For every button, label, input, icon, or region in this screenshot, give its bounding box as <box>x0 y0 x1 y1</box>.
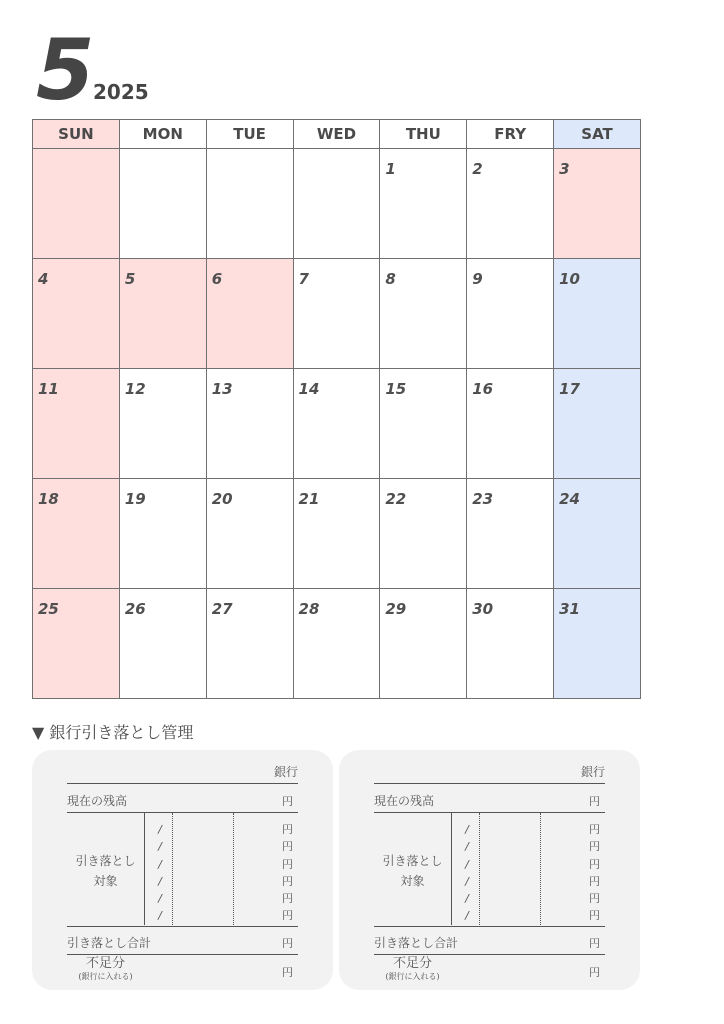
day-cell <box>467 259 554 369</box>
day-cell <box>293 259 380 369</box>
day-cell <box>380 479 467 589</box>
week-row <box>33 149 641 259</box>
day-number: 30 <box>472 600 494 618</box>
divider <box>67 926 298 927</box>
weekday-sat: SAT <box>554 120 641 149</box>
yen-unit: 円 <box>589 966 600 979</box>
day-cell <box>380 149 467 259</box>
week-row <box>33 369 641 479</box>
current-balance-label: 現在の残高 <box>374 794 435 808</box>
day-cell <box>119 149 206 259</box>
day-cell <box>467 369 554 479</box>
divider <box>67 812 298 813</box>
bank-label: 銀行 <box>580 765 605 779</box>
yen-unit: 円 <box>282 966 293 979</box>
day-cell <box>119 259 206 369</box>
target-line1: 引き落とし <box>382 854 443 868</box>
day-number: 2 <box>472 160 483 178</box>
day-cell <box>206 259 293 369</box>
day-cell <box>206 369 293 479</box>
day-number: 11 <box>38 380 59 398</box>
day-number <box>207 149 293 160</box>
target-line1: 引き落とし <box>75 854 136 868</box>
shortage-note: (銀行に入れる) <box>385 972 440 981</box>
shortage-title: 不足分 <box>85 956 125 971</box>
day-number: 8 <box>385 270 396 288</box>
column-separator <box>479 813 480 925</box>
column-separator <box>172 813 173 925</box>
yen-unit: 円 <box>589 795 600 808</box>
day-cell <box>293 589 380 699</box>
day-number: 1 <box>385 160 396 178</box>
day-number: 16 <box>472 380 494 398</box>
day-cell <box>467 479 554 589</box>
day-number: 28 <box>298 600 320 618</box>
day-number: 18 <box>38 490 59 508</box>
bank-withdrawal-card <box>32 750 333 990</box>
day-number: 24 <box>559 490 580 508</box>
day-number: 4 <box>38 270 49 288</box>
day-cell <box>380 589 467 699</box>
shortage-label <box>374 956 451 983</box>
day-cell <box>119 589 206 699</box>
day-number: 7 <box>298 270 309 288</box>
divider <box>374 954 605 955</box>
day-cell <box>554 369 641 479</box>
day-number: 31 <box>559 600 580 618</box>
day-cell <box>554 259 641 369</box>
day-cell <box>293 479 380 589</box>
day-number <box>120 149 206 160</box>
day-number: 26 <box>124 600 146 618</box>
divider <box>67 954 298 955</box>
divider <box>374 783 605 784</box>
day-number: 9 <box>472 270 483 288</box>
day-number: 23 <box>472 490 494 508</box>
day-number: 12 <box>124 380 146 398</box>
day-number: 29 <box>385 600 407 618</box>
week-row <box>33 479 641 589</box>
weekday-wed: WED <box>293 120 380 149</box>
yen-column: 円 円 円 円 円 円 <box>589 823 600 923</box>
week-row <box>33 259 641 369</box>
bank-withdrawal-section-title: ▼ 銀行引き落とし管理 <box>32 723 194 742</box>
withdrawal-total-label: 引き落とし合計 <box>67 936 152 950</box>
divider <box>374 926 605 927</box>
weekday-tue: TUE <box>206 120 293 149</box>
day-cell <box>293 369 380 479</box>
column-separator <box>540 813 541 925</box>
shortage-title: 不足分 <box>392 956 432 971</box>
day-cell <box>380 259 467 369</box>
target-line2: 対象 <box>93 874 118 888</box>
weekday-sun: SUN <box>33 120 120 149</box>
day-cell <box>467 149 554 259</box>
day-cell <box>554 479 641 589</box>
day-number: 19 <box>124 490 146 508</box>
day-cell <box>293 149 380 259</box>
day-cell <box>206 479 293 589</box>
day-number <box>33 149 119 160</box>
day-cell <box>33 589 120 699</box>
withdrawal-target-label <box>67 851 144 891</box>
day-number: 17 <box>559 380 580 398</box>
month-number: 5 <box>36 21 93 119</box>
column-separator <box>233 813 234 925</box>
day-number: 15 <box>385 380 407 398</box>
withdrawal-total-label: 引き落とし合計 <box>374 936 459 950</box>
weekday-mon: MON <box>119 120 206 149</box>
day-number: 20 <box>211 490 233 508</box>
day-cell <box>554 589 641 699</box>
day-cell <box>33 369 120 479</box>
weekday-header-row <box>33 120 641 149</box>
day-number: 6 <box>211 270 223 288</box>
day-number: 25 <box>38 600 59 618</box>
bank-label: 銀行 <box>273 765 298 779</box>
shortage-label <box>67 956 144 983</box>
day-cell <box>33 479 120 589</box>
bank-withdrawal-card <box>339 750 640 990</box>
day-number: 14 <box>298 380 320 398</box>
year-label: 2025 <box>93 80 149 104</box>
day-cell <box>33 259 120 369</box>
day-cell <box>206 589 293 699</box>
withdrawal-target-label <box>374 851 451 891</box>
day-number: 21 <box>298 490 320 508</box>
day-number: 3 <box>559 160 570 178</box>
day-number: 13 <box>211 380 233 398</box>
divider <box>374 812 605 813</box>
shortage-note: (銀行に入れる) <box>78 972 133 981</box>
day-cell <box>380 369 467 479</box>
day-number: 5 <box>124 270 136 288</box>
current-balance-label: 現在の残高 <box>67 794 128 808</box>
yen-unit: 円 <box>282 937 293 950</box>
yen-unit: 円 <box>589 937 600 950</box>
date-slash-column: / / / / / / <box>158 823 162 923</box>
yen-unit: 円 <box>282 795 293 808</box>
column-separator <box>451 813 452 925</box>
calendar-grid <box>32 119 641 699</box>
day-number <box>294 149 380 160</box>
divider <box>67 783 298 784</box>
weekday-fri: FRY <box>467 120 554 149</box>
day-number: 10 <box>559 270 580 288</box>
week-row <box>33 589 641 699</box>
column-separator <box>144 813 145 925</box>
day-cell <box>206 149 293 259</box>
day-cell <box>33 149 120 259</box>
day-number: 27 <box>211 600 233 618</box>
day-cell <box>467 589 554 699</box>
day-number: 22 <box>385 490 407 508</box>
day-cell <box>119 369 206 479</box>
day-cell <box>554 149 641 259</box>
date-slash-column: / / / / / / <box>465 823 469 923</box>
day-cell <box>119 479 206 589</box>
target-line2: 対象 <box>400 874 425 888</box>
weekday-thu: THU <box>380 120 467 149</box>
yen-column: 円 円 円 円 円 円 <box>282 823 293 923</box>
